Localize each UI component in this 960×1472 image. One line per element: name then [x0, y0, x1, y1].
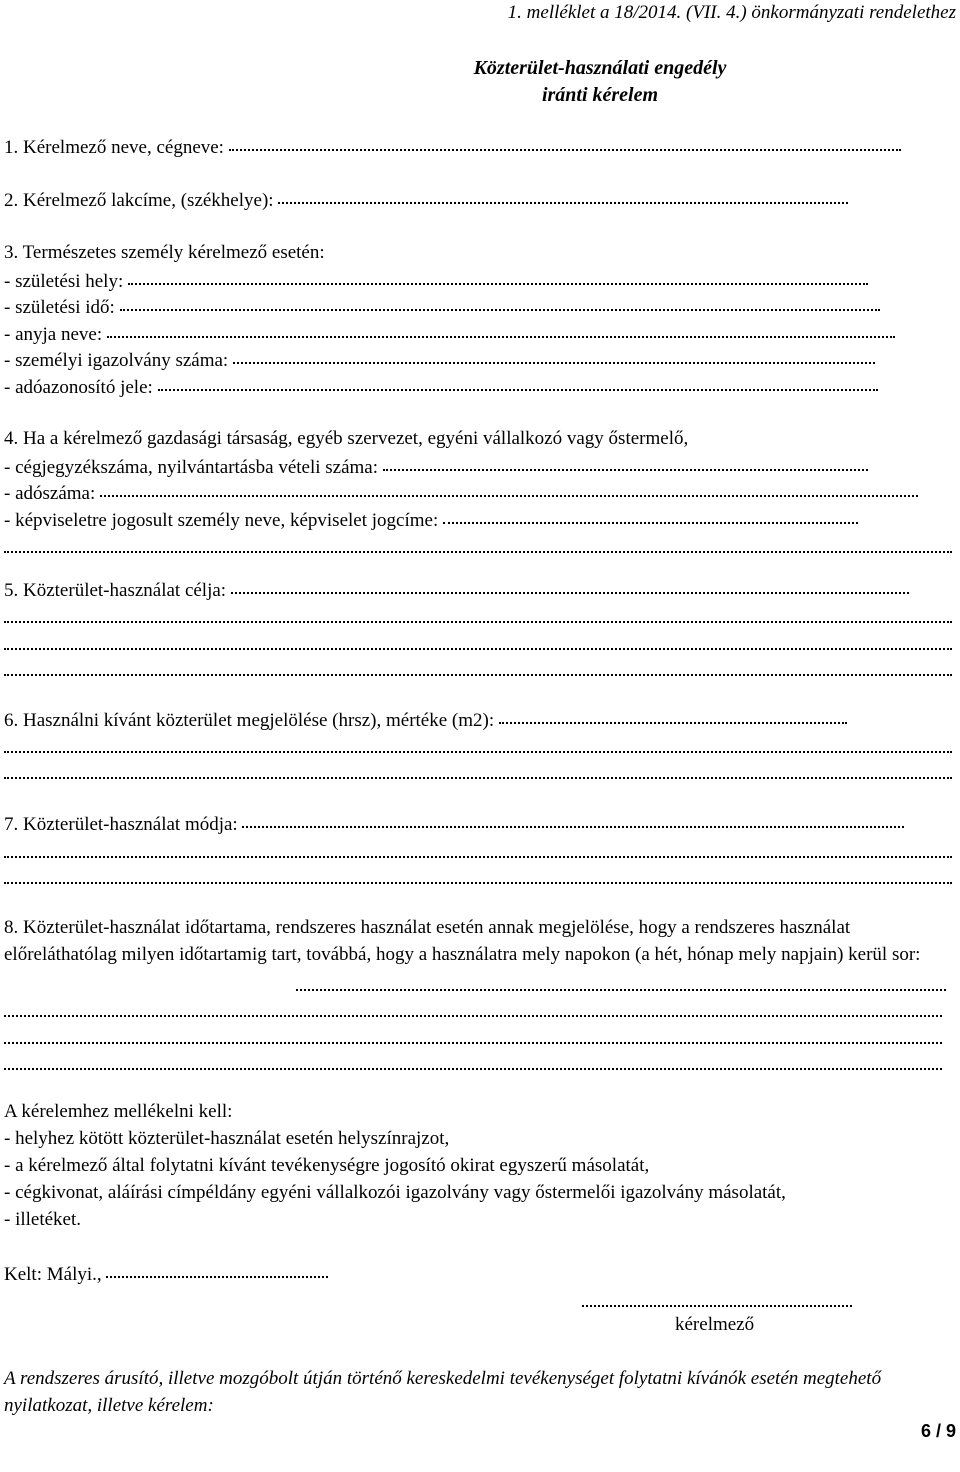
fill-line[interactable]: [499, 706, 847, 726]
fill-line[interactable]: [231, 576, 909, 596]
fill-line[interactable]: [4, 840, 952, 860]
field-tax-id: [4, 373, 956, 402]
signature-label: kérelmező: [675, 1314, 755, 1335]
field-representative: [4, 506, 956, 535]
annex-reference: 1. melléklet a 18/2014. (VII. 4.) önkormányzati rendelethez: [507, 2, 956, 23]
fill-line[interactable]: [120, 293, 880, 313]
field-birth-date: [4, 293, 956, 322]
field-label: 1. Kérelmező neve, cégneve:: [4, 137, 224, 158]
field-applicant-name: [4, 133, 956, 162]
fill-line[interactable]: [4, 632, 952, 652]
fill-line[interactable]: [107, 320, 895, 340]
field-company: 4. Ha a kérelmező gazdasági társaság, egyéb szervezet, egyéni vállalkozó vagy őstermelő,: [4, 428, 689, 449]
signature-line[interactable]: [582, 1289, 852, 1309]
field-method: [4, 810, 956, 839]
attachment-item: - helyhez kötött közterület-használat esetén helyszínrajzot,: [4, 1128, 450, 1149]
page-number: 6 / 9: [920, 1421, 956, 1441]
fill-line[interactable]: [443, 506, 858, 526]
field-label: 5. Közterület-használat célja:: [4, 580, 227, 601]
field-label: - születési idő:: [4, 297, 115, 318]
fill-line[interactable]: [383, 453, 868, 473]
fill-line[interactable]: [4, 761, 952, 781]
field-label: 7. Közterület-használat módja:: [4, 814, 238, 835]
fill-line[interactable]: [4, 535, 952, 555]
form-title: Közterület-használati engedély: [473, 57, 727, 79]
fill-line[interactable]: [242, 810, 904, 830]
fill-line[interactable]: [4, 866, 952, 886]
field-company-reg: [4, 453, 956, 482]
field-duration: 8. Közterület-használat időtartama, rendszeres használat esetén annak megjelölése, hogy a rendszeres használat előreláthatólag milyen időtartamig tart, továbbá, hogy a használatra mely napokon (a hét, hónap mely napjain) kerül sor:: [4, 917, 921, 965]
kelt-label: Kelt: Mályi.,: [4, 1264, 102, 1285]
field-id-card: [4, 346, 956, 375]
attachments-heading: A kérelemhez mellékelni kell:: [4, 1101, 233, 1122]
field-label: 6. Használni kívánt közterület megjelölése (hrsz), mértéke (m2):: [4, 710, 495, 731]
field-purpose: [4, 576, 956, 605]
field-label: - anyja neve:: [4, 324, 103, 345]
fill-line[interactable]: [4, 605, 952, 625]
field-label: - adóazonosító jele:: [4, 377, 153, 398]
field-birth-place: [4, 267, 956, 296]
attachment-item: - cégkivonat, aláírási címpéldány egyéni vállalkozói igazolvány vagy őstermelői igazolvány másolatát,: [4, 1182, 786, 1203]
field-mother-name: [4, 320, 956, 349]
field-label: 2. Kérelmező lakcíme, (székhelye):: [4, 190, 274, 211]
form-subtitle: iránti kérelem: [541, 84, 659, 106]
attachment-item: - illetéket.: [4, 1209, 82, 1230]
fill-line[interactable]: [158, 373, 878, 393]
field-label: - adószáma:: [4, 483, 96, 504]
fill-line[interactable]: [4, 658, 952, 678]
fill-line[interactable]: [233, 346, 875, 366]
fill-line[interactable]: [4, 999, 942, 1019]
field-tax-number: [4, 479, 956, 508]
fill-line[interactable]: [296, 973, 946, 993]
field-applicant-address: [4, 186, 956, 215]
field-area: [4, 706, 956, 735]
field-label: - képviseletre jogosult személy neve, képviselet jogcíme:: [4, 510, 439, 531]
fill-line[interactable]: [4, 735, 952, 755]
fill-line[interactable]: [106, 1260, 328, 1280]
field-label: - cégjegyzékszáma, nyilvántartásba vételi száma:: [4, 457, 379, 478]
attachment-item: - a kérelmező által folytatni kívánt tevékenységre jogosító okirat egyszerű másolatát,: [4, 1155, 650, 1176]
fill-line[interactable]: [278, 186, 848, 206]
field-label: - személyi igazolvány száma:: [4, 350, 229, 371]
field-natural-person: 3. Természetes személy kérelmező esetén:: [4, 242, 325, 263]
fill-line[interactable]: [100, 479, 918, 499]
fill-line[interactable]: [4, 1052, 942, 1072]
field-label: - születési hely:: [4, 271, 124, 292]
footer-note: A rendszeres árusító, illetve mozgóbolt útján történő kereskedelmi tevékenységet folytatni kívánók esetén megtehető nyilatkozat, illetve kérelem:: [4, 1368, 882, 1416]
fill-line[interactable]: [229, 133, 901, 153]
fill-line[interactable]: [128, 267, 868, 287]
fill-line[interactable]: [4, 1026, 942, 1046]
date-place: [4, 1260, 956, 1289]
